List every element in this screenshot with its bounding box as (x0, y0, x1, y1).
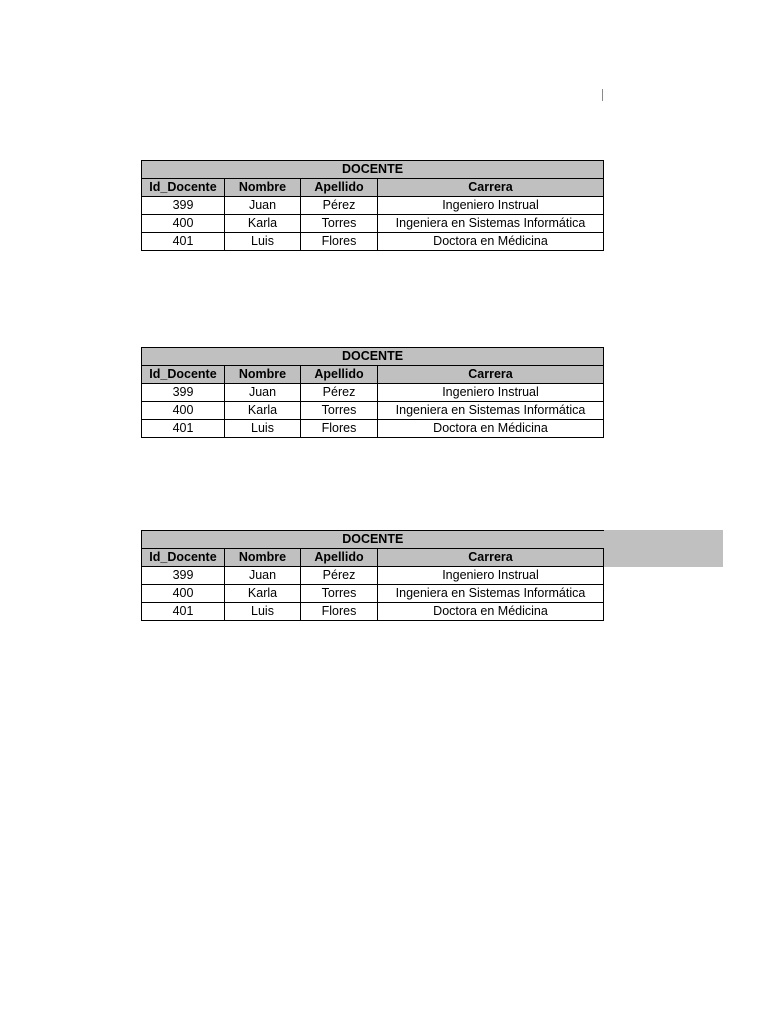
table-title: DOCENTE (142, 531, 604, 549)
cell-apellido: Flores (301, 603, 378, 621)
table-row (142, 402, 604, 420)
table-title-row (142, 161, 604, 179)
cell-id: 401 (142, 233, 225, 251)
cell-id: 399 (142, 197, 225, 215)
cell-nombre: Karla (225, 585, 301, 603)
cell-id: 399 (142, 567, 225, 585)
cell-apellido: Torres (301, 215, 378, 233)
cell-apellido: Flores (301, 233, 378, 251)
cell-nombre: Luis (225, 603, 301, 621)
table-row (142, 603, 604, 621)
table-header-row (142, 366, 604, 384)
table (141, 530, 604, 621)
table-title-row (142, 348, 604, 366)
cell-carrera: Ingeniera en Sistemas Informática (378, 585, 604, 603)
docente-table-2 (141, 347, 604, 438)
cell-nombre: Luis (225, 420, 301, 438)
column-header-nombre: Nombre (225, 366, 301, 384)
table-row (142, 585, 604, 603)
cell-nombre: Karla (225, 402, 301, 420)
column-header-apellido: Apellido (301, 549, 378, 567)
column-header-id-docente: Id_Docente (142, 366, 225, 384)
table (141, 160, 604, 251)
cell-carrera: Ingeniero Instrual (378, 567, 604, 585)
column-header-carrera: Carrera (378, 549, 604, 567)
cell-apellido: Torres (301, 585, 378, 603)
table-row (142, 233, 604, 251)
table-row (142, 215, 604, 233)
cell-apellido: Torres (301, 402, 378, 420)
cell-nombre: Karla (225, 215, 301, 233)
cell-carrera: Ingeniera en Sistemas Informática (378, 215, 604, 233)
table-row (142, 197, 604, 215)
table-row (142, 420, 604, 438)
cell-id: 400 (142, 402, 225, 420)
cell-carrera: Ingeniera en Sistemas Informática (378, 402, 604, 420)
docente-table-1 (141, 160, 604, 251)
cell-carrera: Doctora en Médicina (378, 233, 604, 251)
column-header-nombre: Nombre (225, 549, 301, 567)
table (141, 347, 604, 438)
cell-id: 400 (142, 585, 225, 603)
column-header-nombre: Nombre (225, 179, 301, 197)
table-row (142, 567, 604, 585)
cell-nombre: Juan (225, 384, 301, 402)
selection-highlight (603, 530, 723, 567)
cell-apellido: Flores (301, 420, 378, 438)
table-title: DOCENTE (142, 161, 604, 179)
column-header-id-docente: Id_Docente (142, 179, 225, 197)
cell-id: 399 (142, 384, 225, 402)
cell-carrera: Ingeniero Instrual (378, 384, 604, 402)
table-title-row (142, 531, 604, 549)
cell-nombre: Juan (225, 567, 301, 585)
cell-carrera: Ingeniero Instrual (378, 197, 604, 215)
cell-nombre: Luis (225, 233, 301, 251)
cell-carrera: Doctora en Médicina (378, 420, 604, 438)
cell-apellido: Pérez (301, 567, 378, 585)
column-header-carrera: Carrera (378, 179, 604, 197)
cell-nombre: Juan (225, 197, 301, 215)
cell-apellido: Pérez (301, 197, 378, 215)
docente-table-3 (141, 530, 604, 621)
cell-id: 400 (142, 215, 225, 233)
table-header-row (142, 179, 604, 197)
cell-carrera: Doctora en Médicina (378, 603, 604, 621)
column-header-apellido: Apellido (301, 179, 378, 197)
column-header-carrera: Carrera (378, 366, 604, 384)
text-cursor (602, 89, 603, 101)
cell-id: 401 (142, 603, 225, 621)
cell-apellido: Pérez (301, 384, 378, 402)
table-row (142, 384, 604, 402)
column-header-apellido: Apellido (301, 366, 378, 384)
column-header-id-docente: Id_Docente (142, 549, 225, 567)
table-header-row (142, 549, 604, 567)
table-title: DOCENTE (142, 348, 604, 366)
cell-id: 401 (142, 420, 225, 438)
